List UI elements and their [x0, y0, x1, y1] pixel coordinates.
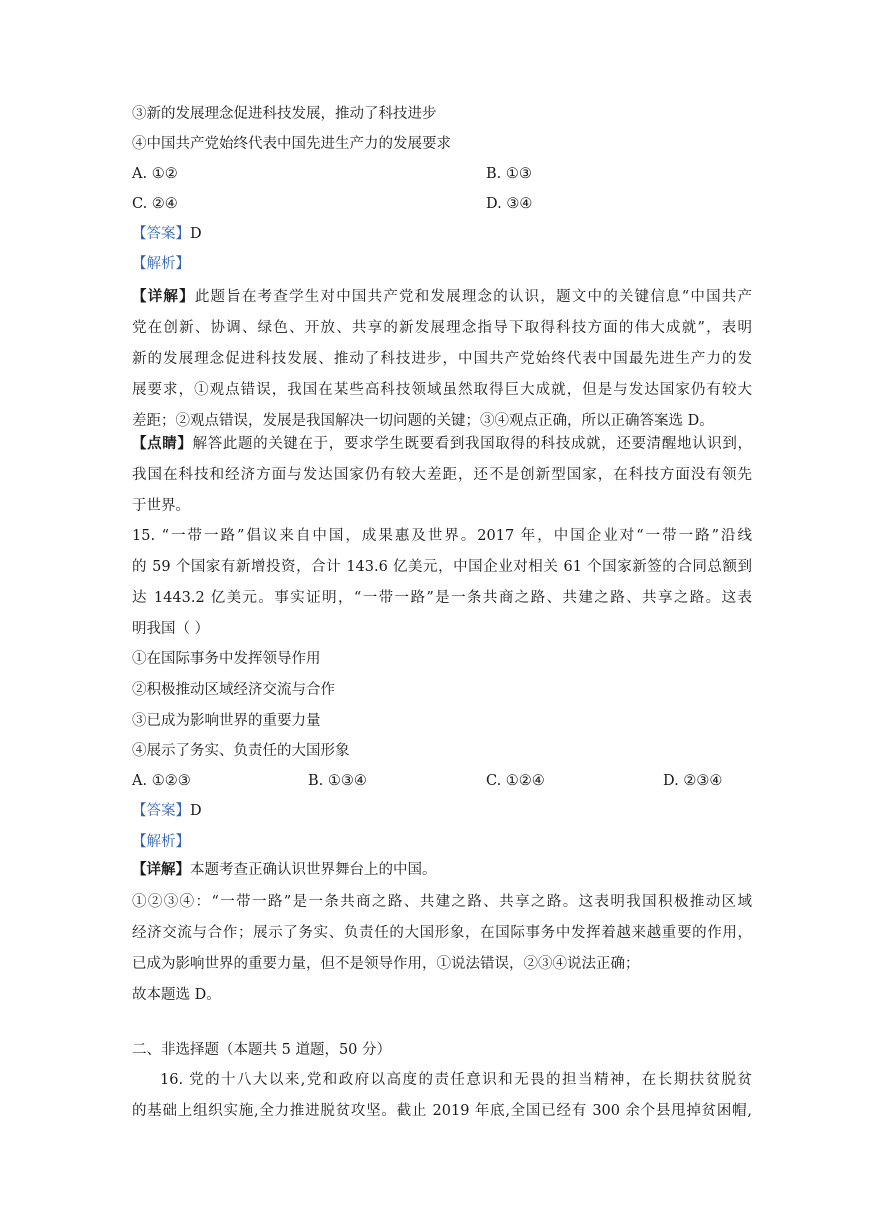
q15-option-d: D. ②③④: [663, 773, 723, 789]
answer-tag: 【答案】: [132, 803, 190, 819]
tip-tag: 【点睛】: [132, 435, 193, 452]
q15-detail-line-1: ①②③④：“一带一路”是一条共商之路、共建之路、共享之路。这表明我国积极推动区域: [132, 894, 752, 910]
detail-text: 本题考查正确认识世界舞台上的中国。: [190, 862, 437, 878]
detail-tag: 【详解】: [132, 861, 190, 878]
q14-detail-line-4: 展要求，①观点错误，我国在某些高科技领域虽然取得巨大成就，但是与发达国家仍有较大: [132, 382, 752, 398]
q15-detail-line-3: 已成为影响世界的重要力量，但不是领导作用，①说法错误，②③④说法正确；: [132, 956, 640, 972]
q15-option-b: B. ①③④: [308, 773, 367, 789]
answer-value: D: [190, 803, 202, 819]
q14-analysis-tag: [132, 254, 752, 274]
q15-option-a: A. ①②③: [132, 773, 191, 789]
q14-tip-line-1: [132, 434, 752, 454]
detail-tag: 【详解】: [132, 288, 195, 305]
q15-answer: [132, 801, 752, 821]
q15-option-c: C. ①②④: [486, 773, 545, 789]
q15-statement-1: ①在国际事务中发挥领导作用: [132, 651, 321, 667]
q14-statement-4: ④中国共产党始终代表中国先进生产力的发展要求: [132, 136, 451, 152]
q14-detail-line-1: [132, 287, 752, 307]
q15-stem-line-3: 达 1443.2 亿美元。事实证明，“一带一路”是一条共商之路、共建之路、共享之路。这表: [132, 590, 752, 606]
q15-stem-line-2: 的 59 个国家有新增投资，合计 143.6 亿美元，中国企业对相关 61 个国家新签的合同总额到: [132, 559, 752, 575]
q14-detail-line-3: 新的发展理念促进科技发展、推动了科技进步，中国共产党始终代表中国最先进生产力的发: [132, 351, 752, 367]
q15-detail-line-4: 故本题选 D。: [132, 987, 221, 1003]
detail-text: 此题旨在考查学生对中国共产党和发展理念的认识，题文中的关键信息“中国共产: [194, 289, 752, 305]
q15-analysis-tag: [132, 832, 752, 852]
q14-answer: [132, 224, 752, 244]
q15-stem-line-1: 15. “一带一路”倡议来自中国，成果惠及世界。2017 年，中国企业对“一带一路”沿线: [132, 528, 752, 544]
q15-detail-line-2: 经济交流与合作；展示了务实、负责任的大国形象，在国际事务中发挥着越来越重要的作用，: [132, 925, 752, 941]
q15-stem-line-4: 明我国（ ）: [132, 621, 210, 637]
section-heading: 二、非选择题（本题共 5 道题，50 分）: [132, 1042, 392, 1058]
tip-text: 解答此题的关键在于，要求学生既要看到我国取得的科技成就，还要清醒地认识到，: [192, 436, 752, 452]
q14-detail-line-2: 党在创新、协调、绿色、开放、共享的新发展理念指导下取得科技方面的伟大成就”，表明: [132, 320, 752, 336]
analysis-tag: 【解析】: [132, 256, 190, 272]
q15-statement-4: ④展示了务实、负责任的大国形象: [132, 743, 350, 759]
q14-option-b: B. ①③: [486, 166, 532, 182]
q14-option-a: A. ①②: [132, 166, 178, 182]
answer-tag: 【答案】: [132, 226, 190, 242]
q15-detail-first: [132, 860, 752, 880]
q14-statement-3: ③新的发展理念促进科技发展，推动了科技进步: [132, 106, 437, 122]
q15-statement-2: ②积极推动区域经济交流与合作: [132, 682, 335, 698]
q14-option-d: D. ③④: [486, 196, 533, 212]
q14-detail-line-5: 差距；②观点错误，发展是我国解决一切问题的关键；③④观点正确，所以正确答案选 D。: [132, 413, 714, 429]
q14-option-c: C. ②④: [132, 196, 178, 212]
q16-line-1: 16. 党的十八大以来,党和政府以高度的责任意识和无畏的担当精神，在长期扶贫脱贫: [160, 1072, 752, 1088]
q16-line-2: 的基础上组织实施,全力推进脱贫攻坚。截止 2019 年底,全国已经有 300 余个县甩掉贫困帽,: [132, 1103, 752, 1119]
analysis-tag: 【解析】: [132, 834, 190, 850]
q15-statement-3: ③已成为影响世界的重要力量: [132, 713, 321, 729]
answer-value: D: [190, 226, 202, 242]
q14-tip-line-3: 于世界。: [132, 498, 190, 514]
q14-tip-line-2: 我国在科技和经济方面与发达国家仍有较大差距，还不是创新型国家，在科技方面没有领先: [132, 467, 752, 483]
